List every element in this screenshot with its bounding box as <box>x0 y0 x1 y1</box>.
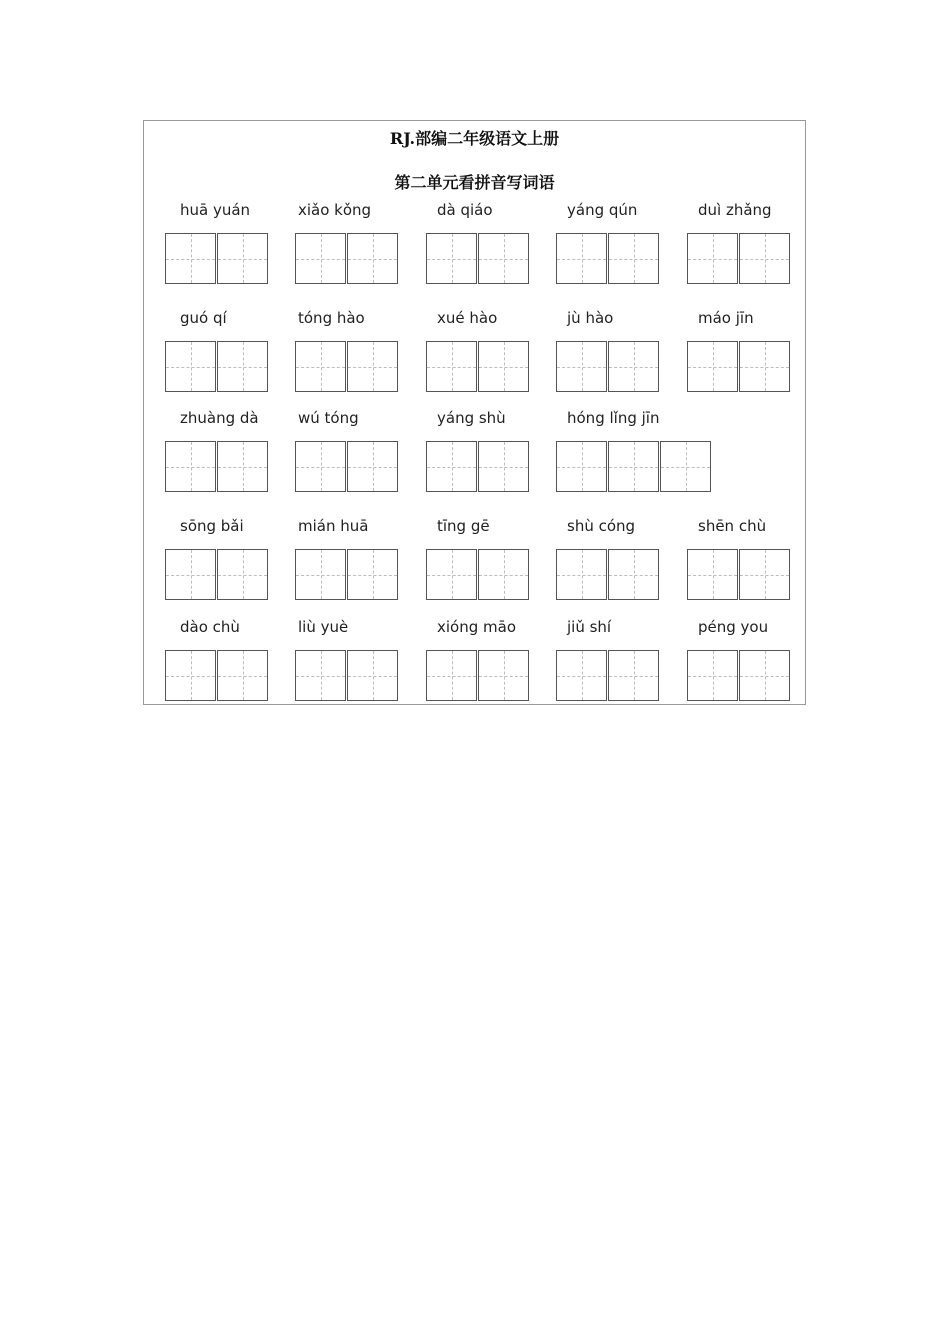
pinyin-label: shēn chù <box>698 517 767 535</box>
tian-zi-ge-cell[interactable] <box>608 549 659 600</box>
writing-boxes <box>426 341 530 393</box>
tian-zi-ge-cell[interactable] <box>217 233 268 284</box>
tian-zi-ge-cell[interactable] <box>426 233 477 284</box>
pinyin-label: jiǔ shí <box>567 618 612 636</box>
writing-boxes <box>426 233 530 285</box>
writing-boxes <box>426 650 530 702</box>
pinyin-label: máo jīn <box>698 309 754 327</box>
tian-zi-ge-cell[interactable] <box>478 441 529 492</box>
writing-boxes <box>556 441 712 493</box>
tian-zi-ge-cell[interactable] <box>165 650 216 701</box>
tian-zi-ge-cell[interactable] <box>295 341 346 392</box>
tian-zi-ge-cell[interactable] <box>165 441 216 492</box>
writing-boxes <box>295 233 399 285</box>
worksheet-subtitle: 第二单元看拼音写词语 <box>394 173 555 192</box>
tian-zi-ge-cell[interactable] <box>739 233 790 284</box>
tian-zi-ge-cell[interactable] <box>478 233 529 284</box>
tian-zi-ge-cell[interactable] <box>739 650 790 701</box>
tian-zi-ge-cell[interactable] <box>347 441 398 492</box>
pinyin-label: mián huā <box>298 517 369 535</box>
tian-zi-ge-cell[interactable] <box>608 650 659 701</box>
tian-zi-ge-cell[interactable] <box>556 341 607 392</box>
tian-zi-ge-cell[interactable] <box>347 650 398 701</box>
tian-zi-ge-cell[interactable] <box>347 341 398 392</box>
tian-zi-ge-cell[interactable] <box>165 549 216 600</box>
pinyin-label: yáng shù <box>437 409 506 427</box>
tian-zi-ge-cell[interactable] <box>165 341 216 392</box>
writing-boxes <box>556 549 660 601</box>
pinyin-label: liù yuè <box>298 618 349 636</box>
tian-zi-ge-cell[interactable] <box>295 441 346 492</box>
writing-boxes <box>165 441 269 493</box>
writing-boxes <box>295 341 399 393</box>
pinyin-label: péng you <box>698 618 769 636</box>
tian-zi-ge-cell[interactable] <box>687 233 738 284</box>
pinyin-label: hóng lǐng jīn <box>567 409 660 427</box>
tian-zi-ge-cell[interactable] <box>295 549 346 600</box>
pinyin-label: shù cóng <box>567 517 636 535</box>
writing-boxes <box>687 650 791 702</box>
tian-zi-ge-cell[interactable] <box>217 650 268 701</box>
pinyin-label: guó qí <box>180 309 227 327</box>
writing-boxes <box>165 549 269 601</box>
tian-zi-ge-cell[interactable] <box>217 341 268 392</box>
tian-zi-ge-cell[interactable] <box>478 650 529 701</box>
tian-zi-ge-cell[interactable] <box>556 441 607 492</box>
writing-boxes <box>556 233 660 285</box>
writing-boxes <box>165 341 269 393</box>
pinyin-label: dào chù <box>180 618 240 636</box>
tian-zi-ge-cell[interactable] <box>478 549 529 600</box>
writing-boxes <box>426 549 530 601</box>
writing-boxes <box>295 549 399 601</box>
writing-boxes <box>295 650 399 702</box>
tian-zi-ge-cell[interactable] <box>687 650 738 701</box>
pinyin-label: xiǎo kǒng <box>298 201 372 219</box>
tian-zi-ge-cell[interactable] <box>165 233 216 284</box>
pinyin-label: zhuàng dà <box>180 409 259 427</box>
pinyin-label: xióng māo <box>437 618 516 636</box>
tian-zi-ge-cell[interactable] <box>426 441 477 492</box>
tian-zi-ge-cell[interactable] <box>556 233 607 284</box>
pinyin-label: tīng gē <box>437 517 490 535</box>
tian-zi-ge-cell[interactable] <box>217 441 268 492</box>
tian-zi-ge-cell[interactable] <box>739 341 790 392</box>
writing-boxes <box>556 341 660 393</box>
tian-zi-ge-cell[interactable] <box>426 549 477 600</box>
pinyin-label: sōng bǎi <box>180 517 244 535</box>
writing-boxes <box>295 441 399 493</box>
writing-boxes <box>687 549 791 601</box>
writing-boxes <box>165 233 269 285</box>
tian-zi-ge-cell[interactable] <box>478 341 529 392</box>
tian-zi-ge-cell[interactable] <box>347 233 398 284</box>
tian-zi-ge-cell[interactable] <box>687 341 738 392</box>
writing-boxes <box>687 233 791 285</box>
pinyin-label: yáng qún <box>567 201 638 219</box>
pinyin-label: dà qiáo <box>437 201 493 219</box>
worksheet-title: RJ.部编二年级语文上册 <box>389 129 560 148</box>
tian-zi-ge-cell[interactable] <box>295 233 346 284</box>
pinyin-label: jù hào <box>567 309 614 327</box>
tian-zi-ge-cell[interactable] <box>556 549 607 600</box>
writing-boxes <box>165 650 269 702</box>
pinyin-label: duì zhǎng <box>698 201 772 219</box>
tian-zi-ge-cell[interactable] <box>295 650 346 701</box>
writing-boxes <box>426 441 530 493</box>
pinyin-label: wú tóng <box>298 409 359 427</box>
worksheet <box>143 120 806 705</box>
writing-boxes <box>556 650 660 702</box>
pinyin-label: xué hào <box>437 309 498 327</box>
tian-zi-ge-cell[interactable] <box>660 441 711 492</box>
tian-zi-ge-cell[interactable] <box>426 650 477 701</box>
writing-boxes <box>687 341 791 393</box>
tian-zi-ge-cell[interactable] <box>687 549 738 600</box>
pinyin-label: huā yuán <box>180 201 251 219</box>
tian-zi-ge-cell[interactable] <box>426 341 477 392</box>
tian-zi-ge-cell[interactable] <box>217 549 268 600</box>
tian-zi-ge-cell[interactable] <box>347 549 398 600</box>
tian-zi-ge-cell[interactable] <box>608 233 659 284</box>
tian-zi-ge-cell[interactable] <box>739 549 790 600</box>
tian-zi-ge-cell[interactable] <box>608 341 659 392</box>
tian-zi-ge-cell[interactable] <box>608 441 659 492</box>
pinyin-label: tóng hào <box>298 309 365 327</box>
tian-zi-ge-cell[interactable] <box>556 650 607 701</box>
